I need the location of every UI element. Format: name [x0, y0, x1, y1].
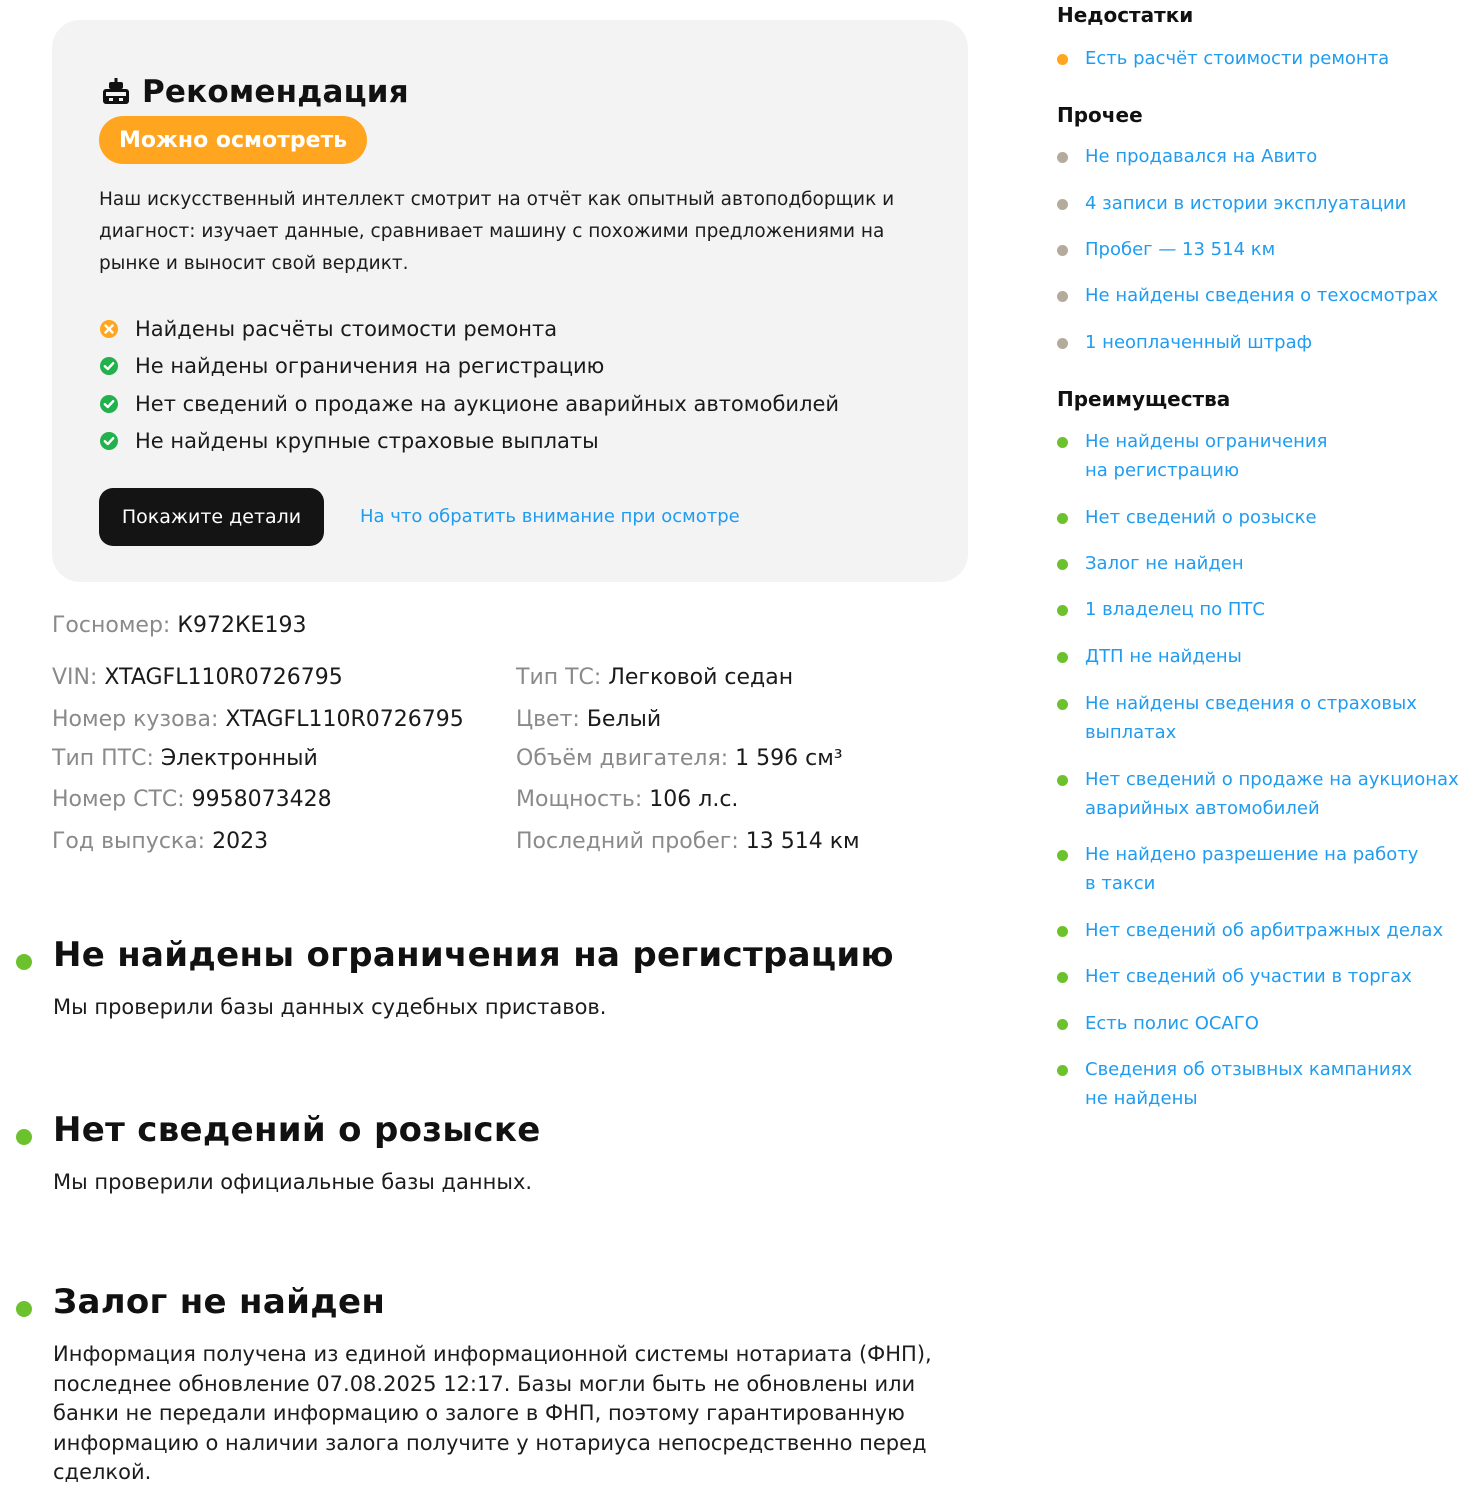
- robot-icon: [100, 76, 132, 108]
- sidebar-link[interactable]: ДТП не найдены: [1085, 646, 1242, 667]
- sidebar-link[interactable]: Нет сведений о розыске: [1085, 507, 1317, 528]
- info-value: 2023: [212, 829, 269, 854]
- recommendation-points: [99, 310, 839, 460]
- sidebar-link[interactable]: Не найдены сведения о техосмотрах: [1085, 285, 1439, 306]
- ok-dot: [1057, 1019, 1068, 1030]
- other-heading: Прочее: [1057, 103, 1143, 127]
- info-value: 106 л.с.: [649, 787, 739, 812]
- info-value: 1 596 см³: [735, 746, 843, 771]
- recommendation-point: [99, 310, 839, 348]
- info-label: Год выпуска:: [52, 829, 206, 854]
- sidebar-link[interactable]: Пробег — 13 514 км: [1085, 239, 1276, 260]
- ok-dot: [1057, 559, 1068, 570]
- info-value: XTAGFL110R0726795: [104, 665, 343, 690]
- verdict-badge: Можно осмотреть: [99, 116, 367, 164]
- neutral-dot: [1057, 199, 1068, 210]
- neutral-dot: [1057, 291, 1068, 302]
- sidebar-link[interactable]: Не найдено разрешение на работу в такси: [1085, 844, 1419, 894]
- info-value: 13 514 км: [745, 829, 860, 854]
- sidebar-link[interactable]: Нет сведений об арбитражных делах: [1085, 920, 1444, 941]
- color-row: [516, 705, 661, 735]
- ok-dot: [1057, 437, 1068, 448]
- body-number-row: [52, 705, 464, 735]
- sidebar-link[interactable]: Есть расчёт стоимости ремонта: [1085, 48, 1390, 69]
- point-text: Не найдены крупные страховые выплаты: [135, 429, 599, 454]
- info-label: Номер СТС:: [52, 787, 185, 812]
- year-row: [52, 827, 268, 857]
- info-label: Тип ПТС:: [52, 746, 154, 771]
- sidebar-link[interactable]: Нет сведений об участии в торгах: [1085, 966, 1412, 987]
- inspection-tips-link[interactable]: На что обратить внимание при осмотре: [360, 506, 740, 527]
- sidebar-link[interactable]: 1 неоплаченный штраф: [1085, 332, 1313, 353]
- drawbacks-heading: Недостатки: [1057, 3, 1194, 27]
- engine-volume-row: [516, 744, 843, 774]
- check-icon: [99, 431, 119, 451]
- point-text: Не найдены ограничения на регистрацию: [135, 354, 605, 379]
- plate-row: [52, 611, 306, 641]
- info-label: Тип ТС:: [516, 665, 602, 690]
- status-dot: [16, 1301, 32, 1317]
- recommendation-point: [99, 348, 839, 386]
- check-icon: [99, 356, 119, 376]
- info-label: Цвет:: [516, 707, 580, 732]
- sidebar-link[interactable]: 1 владелец по ПТС: [1085, 599, 1265, 620]
- sidebar-link[interactable]: Сведения об отзывных кампаниях не найдены: [1085, 1059, 1413, 1109]
- info-label: VIN:: [52, 665, 98, 690]
- sidebar-link[interactable]: Не найдены ограничения на регистрацию: [1085, 431, 1328, 481]
- recommendation-point: [99, 423, 839, 461]
- ok-dot: [1057, 605, 1068, 616]
- neutral-dot: [1057, 152, 1068, 163]
- ok-dot: [1057, 972, 1068, 983]
- info-value: Электронный: [160, 746, 318, 771]
- section-text: Информация получена из единой информационной системы нотариата (ФНП), последнее обновление 07.08.2025 12:17. Базы могли быть не обновлены или банки не передали информацию о залоге в ФНП, поэтому гарантированную информацию о наличии залога получите у нотариуса непосредственно перед сделкой.: [53, 1342, 932, 1484]
- info-value: 9958073428: [191, 787, 332, 812]
- section-text: Мы проверили базы данных судебных приставов.: [53, 995, 607, 1019]
- neutral-dot: [1057, 245, 1068, 256]
- mileage-row: [516, 827, 860, 857]
- recommendation-description: Наш искусственный интеллект смотрит на отчёт как опытный автоподборщик и диагност: изучает данные, сравнивает машину с похожими предложениями на рынке и выносит свой вердикт.: [99, 189, 895, 274]
- recommendation-card: [52, 20, 968, 582]
- info-value: Белый: [586, 707, 662, 732]
- warning-icon: [99, 319, 119, 339]
- sidebar-link[interactable]: Залог не найден: [1085, 553, 1244, 574]
- section-title: Не найдены ограничения на регистрацию: [53, 935, 894, 975]
- sts-number-row: [52, 785, 332, 815]
- recommendation-header: [100, 74, 409, 110]
- pts-type-row: [52, 744, 318, 774]
- ok-dot: [1057, 1065, 1068, 1076]
- ok-dot: [1057, 775, 1068, 786]
- point-text: Нет сведений о продаже на аукционе аварийных автомобилей: [135, 391, 840, 416]
- status-dot: [16, 1129, 32, 1145]
- ok-dot: [1057, 926, 1068, 937]
- section-title: Залог не найден: [53, 1282, 386, 1322]
- power-row: [516, 785, 738, 815]
- recommendation-point: [99, 385, 839, 423]
- sidebar-link[interactable]: 4 записи в истории эксплуатации: [1085, 193, 1407, 214]
- vehicle-type-row: [516, 663, 793, 693]
- info-label: Объём двигателя:: [516, 746, 729, 771]
- section-text: Мы проверили официальные базы данных.: [53, 1170, 533, 1194]
- sidebar-link[interactable]: Есть полис ОСАГО: [1085, 1013, 1259, 1034]
- status-dot: [16, 954, 32, 970]
- point-text: Найдены расчёты стоимости ремонта: [135, 316, 558, 341]
- info-value: XTAGFL110R0726795: [225, 707, 464, 732]
- section-pledge: [16, 1282, 936, 1487]
- advantages-heading: Преимущества: [1057, 387, 1231, 411]
- info-value: Легковой седан: [608, 665, 794, 690]
- ok-dot: [1057, 850, 1068, 861]
- info-label: Последний пробег:: [516, 829, 739, 854]
- section-wanted: [16, 1110, 936, 1200]
- recommendation-title: Рекомендация: [142, 74, 409, 110]
- section-title: Нет сведений о розыске: [53, 1110, 541, 1150]
- check-icon: [99, 394, 119, 414]
- sidebar-link[interactable]: Не найдены сведения о страховых выплатах: [1085, 693, 1417, 743]
- sidebar-link[interactable]: Нет сведений о продаже на аукционах аварийных автомобилей: [1085, 769, 1459, 819]
- plate-value: К972КЕ193: [177, 613, 307, 638]
- info-label: Мощность:: [516, 787, 643, 812]
- warning-dot: [1057, 54, 1068, 65]
- show-details-button[interactable]: Покажите детали: [99, 488, 324, 546]
- info-label: Номер кузова:: [52, 707, 219, 732]
- vin-row: [52, 663, 343, 693]
- neutral-dot: [1057, 338, 1068, 349]
- ok-dot: [1057, 699, 1068, 710]
- plate-label: Госномер:: [52, 613, 171, 638]
- section-registration: [16, 935, 936, 1025]
- ok-dot: [1057, 652, 1068, 663]
- ok-dot: [1057, 513, 1068, 524]
- sidebar-link[interactable]: Не продавался на Авито: [1085, 146, 1318, 167]
